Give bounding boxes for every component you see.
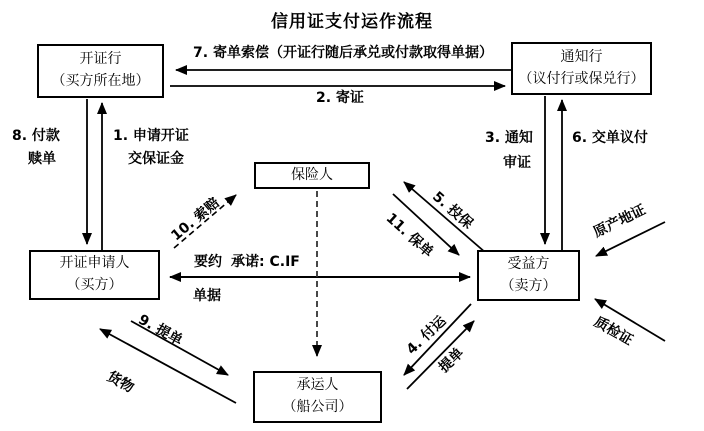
label-step10-claim: 10. 索赔 xyxy=(168,194,223,245)
label-step4-ship: 4. 付运 xyxy=(403,313,450,358)
applicant-note: （买方） xyxy=(66,277,123,293)
label-acceptance-cif: 承诺: C.IF xyxy=(231,254,300,270)
label-certificate-origin: 原产地证 xyxy=(591,201,649,241)
label-quality-certificate: 质检证 xyxy=(591,313,636,349)
insurer-name: 保险人 xyxy=(291,166,333,183)
label-step6-present-docs: 6. 交单议付 xyxy=(572,130,648,146)
box-issuing-bank xyxy=(37,44,164,98)
box-carrier xyxy=(253,371,382,423)
issuing-bank-note: （买方所在地） xyxy=(51,73,150,89)
label-step7-send-docs-claim: 7. 寄单索偿（开证行随后承兑或付款取得单据） xyxy=(193,45,493,61)
label-step11-policy: 11. 保单 xyxy=(382,210,437,261)
label-step8-redeem: 赎单 xyxy=(28,151,56,167)
advising-bank-name: 通知行 xyxy=(560,48,603,65)
label-step8-pay: 8. 付款 xyxy=(12,128,60,144)
issuing-bank-name: 开证行 xyxy=(79,51,122,68)
box-beneficiary xyxy=(477,250,580,301)
carrier-note: （船公司） xyxy=(282,399,353,415)
box-applicant xyxy=(29,250,160,300)
beneficiary-note: （卖方） xyxy=(500,277,557,294)
label-step9-bl: 9. 提单 xyxy=(135,311,186,350)
carrier-name: 承运人 xyxy=(296,377,339,394)
box-insurer xyxy=(254,162,370,189)
advising-bank-note: （议付行或保兑行） xyxy=(518,70,645,87)
box-advising-bank xyxy=(511,42,652,95)
label-bill-of-lading: 提单 xyxy=(435,345,468,376)
label-step1-deposit: 交保证金 xyxy=(128,151,184,167)
label-offer: 要约 xyxy=(194,254,222,270)
label-step2-send-credit: 2. 寄证 xyxy=(316,90,364,106)
label-step5-insure: 5. 投保 xyxy=(429,188,476,233)
label-goods: 货物 xyxy=(104,368,137,397)
label-documents: 单据 xyxy=(193,288,221,304)
beneficiary-name: 受益方 xyxy=(507,255,550,272)
label-step1-apply: 1. 申请开证 xyxy=(113,128,189,144)
page-title: 信用证支付运作流程 xyxy=(271,12,433,32)
label-step3-examine: 审证 xyxy=(503,155,531,171)
label-step3-advise: 3. 通知 xyxy=(485,130,533,146)
applicant-name: 开证申请人 xyxy=(59,255,130,272)
